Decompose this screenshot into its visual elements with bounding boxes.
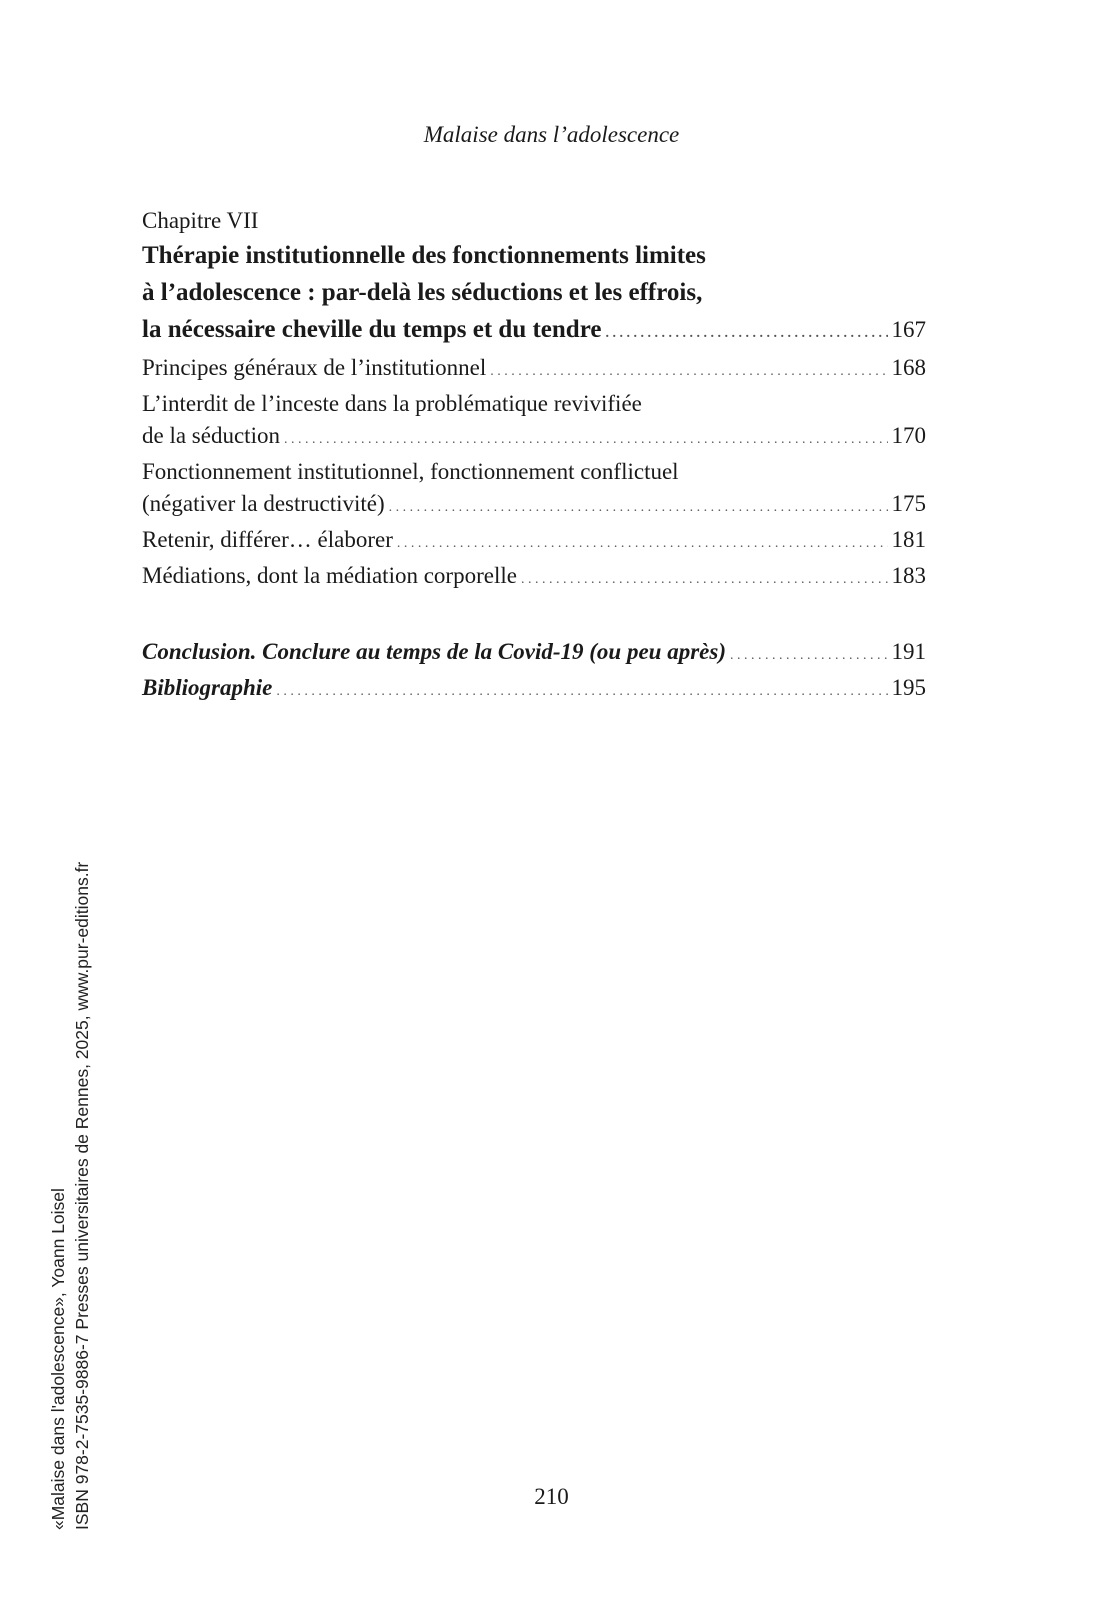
dot-leader (521, 560, 888, 596)
chapter-label: Chapitre VII (142, 208, 259, 233)
chapter-title-line: à l’adolescence : par-delà les séductions et les effrois, (142, 279, 703, 306)
toc-entry-label: Retenir, différer… élaborer (142, 527, 393, 552)
dot-leader (284, 420, 888, 456)
dot-leader (605, 311, 887, 352)
toc-entry-label: de la séduction (142, 423, 280, 448)
page-ref: 183 (891, 563, 926, 588)
table-of-contents (142, 205, 926, 708)
page-ref: 167 (891, 317, 926, 342)
toc-entry-label: Principes généraux de l’institutionnel (142, 355, 487, 380)
publisher-sidebar (46, 862, 94, 1530)
sidebar-line-isbn: ISBN 978-2-7535-9886-7 Presses universitaires de Rennes, 2025, www.pur-editions.fr (72, 861, 92, 1530)
page-ref: 191 (891, 639, 926, 664)
page-ref: 168 (891, 355, 926, 380)
dot-leader (389, 488, 888, 524)
dot-leader (397, 524, 888, 560)
dot-leader (730, 636, 888, 672)
toc-entry (142, 524, 926, 560)
toc-entry-label: L’interdit de l’inceste dans la problématique revivifiée (142, 391, 642, 416)
chapter-title (142, 237, 926, 352)
page-ref: 195 (891, 675, 926, 700)
toc-entry-conclusion (142, 636, 926, 672)
toc-entry-label: Bibliographie (142, 675, 273, 700)
chapter-title-entry (142, 311, 926, 352)
chapter-title-line: Thérapie institutionnelle des fonctionnements limites (142, 242, 706, 269)
sidebar-line-title: «Malaise dans l'adolescence», Yoann Loisel (48, 1188, 68, 1530)
dot-leader (490, 352, 887, 388)
page-number: 210 (534, 1484, 569, 1509)
page-ref: 181 (891, 527, 926, 552)
toc-entry-label: (négativer la destructivité) (142, 491, 385, 516)
spacer (142, 596, 926, 636)
chapter-title-line: la nécessaire cheville du temps et du tendre (142, 316, 602, 343)
dot-leader (276, 672, 887, 708)
toc-entry (142, 488, 926, 524)
toc-entry-label: Fonctionnement institutionnel, fonctionnement conflictuel (142, 459, 679, 484)
toc-entry-label: Conclusion. Conclure au temps de la Covid-19 (ou peu après) (142, 639, 726, 664)
page-ref: 175 (891, 491, 926, 516)
toc-entry-label: Médiations, dont la médiation corporelle (142, 563, 517, 588)
running-head: Malaise dans l’adolescence (423, 122, 680, 147)
toc-entry-bibliography (142, 672, 926, 708)
toc-entry (142, 560, 926, 596)
toc-entry (142, 420, 926, 456)
toc-entry (142, 352, 926, 388)
page-ref: 170 (891, 423, 926, 448)
